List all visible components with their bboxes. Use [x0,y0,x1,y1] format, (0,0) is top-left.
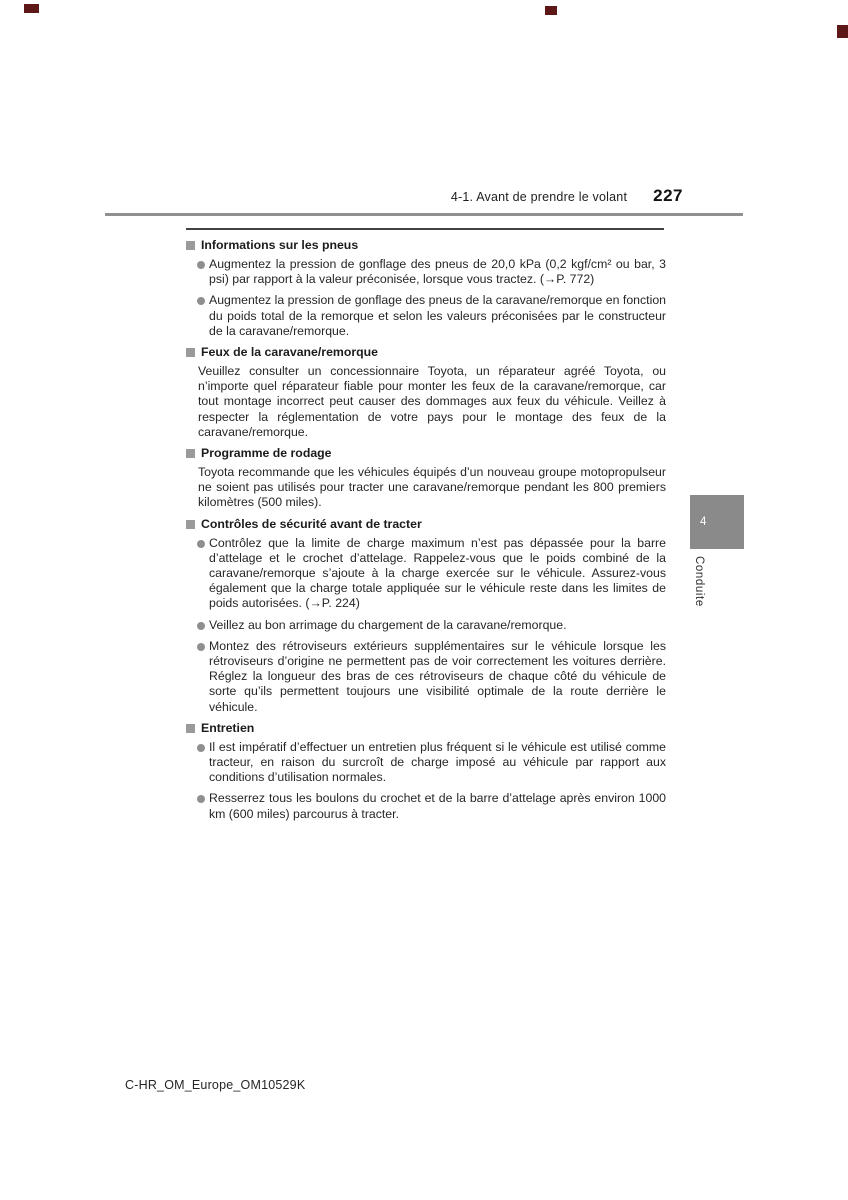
section-heading-row [186,517,666,532]
list-item-text: Contrôlez que la limite de charge maximum n’est pas dépassée pour la barre d’attelage et le crochet d’attelage. Rappelez-vous que le poids combiné de la caravane/remorque s’ajoute à la charge exercée sur le véhicule. Assurez-vous également que la charge totale appliquée sur le véhicule reste dans les limites de poids autorisées. (→P. 224) [209,535,666,611]
content-column [186,233,666,828]
page-number: 227 [653,186,683,205]
square-bullet-icon [186,520,195,529]
section-heading: Programme de rodage [201,446,332,461]
section-heading-row [186,238,666,253]
section-paragraph: Toyota recommande que les véhicules équipés d’un nouveau groupe motopropulseur ne soient pas utilisés pour tracter une caravane/remorque pendant les 800 premiers kilomètres (500 miles). [198,465,666,510]
header-rule [105,213,743,216]
list-item [186,257,666,287]
list-item [186,791,666,821]
list-item [186,536,666,612]
chapter-number: 4 [700,516,707,528]
list-item-text: Resserrez tous les boulons du crochet et de la barre d’attelage après environ 1000 km (600 miles) parcourus à tracter. [209,791,666,821]
list-item-text: Augmentez la pression de gonflage des pneus de 20,0 kPa (0,2 kgf/cm² ou bar, 3 psi) par rapport à la valeur préconisée, lorsque vous tractez. (→P. 772) [209,257,666,287]
section-heading-row [186,721,666,736]
section-heading-row [186,345,666,360]
list-item-text: Veillez au bon arrimage du chargement de la caravane/remorque. [209,617,567,632]
section-heading-row [186,446,666,461]
round-bullet-icon [197,261,205,269]
header-section-title: 4-1. Avant de prendre le volant [450,190,628,204]
round-bullet-icon [197,795,205,803]
section-paragraph: Veuillez consulter un concessionnaire Toyota, un réparateur agréé Toyota, ou n’importe quel réparateur fiable pour monter les feux de la caravane/remorque, car tout montage incorrect peut causer des dommages aux feux du véhicule. Veillez à respecter la réglementation de votre pays pour le montage des feux de la caravane/remorque. [198,364,666,439]
chapter-tab [690,495,744,549]
round-bullet-icon [197,297,205,305]
scan-speck [837,25,848,38]
square-bullet-icon [186,348,195,357]
section-heading: Feux de la caravane/remorque [201,345,379,360]
round-bullet-icon [197,540,205,548]
scan-speck [24,4,39,13]
section-heading: Contrôles de sécurité avant de tracter [201,516,422,531]
list-item-text: Augmentez la pression de gonflage des pneus de la caravane/remorque en fonction du poids total de la remorque et selon les valeurs préconisées par le constructeur de la caravane/remorque. [209,293,666,338]
square-bullet-icon [186,449,195,458]
list-item [186,740,666,786]
page-header [0,186,683,206]
list-item-text: Montez des rétroviseurs extérieurs supplémentaires sur le véhicule lorsque les rétroviseurs d’origine ne permettent pas de voir correctement les voitures derrière. Réglez la longueur des bras de ces rétroviseurs de chaque côté du véhicule de sorte qu’ils permettent toujours une visibilité optimale de la route derrière le véhicule. [209,638,666,714]
square-bullet-icon [186,241,195,250]
round-bullet-icon [197,622,205,630]
list-item-text: Il est impératif d’effectuer un entretien plus fréquent si le véhicule est utilisé comme tracteur, en raison du surcroît de charge imposé au véhicule par rapport aux conditions d’utilisation normales. [209,739,666,785]
section-heading: Entretien [201,720,255,735]
section-heading: Informations sur les pneus [201,238,359,252]
round-bullet-icon [197,744,205,752]
square-bullet-icon [186,724,195,733]
list-item [186,618,666,633]
content-top-rule [186,228,664,230]
round-bullet-icon [197,643,205,651]
chapter-label: Conduite [693,556,705,607]
footer-document-code: C-HR_OM_Europe_OM10529K [125,1078,306,1092]
list-item [186,639,666,715]
scan-speck [545,6,557,15]
list-item [186,293,666,339]
